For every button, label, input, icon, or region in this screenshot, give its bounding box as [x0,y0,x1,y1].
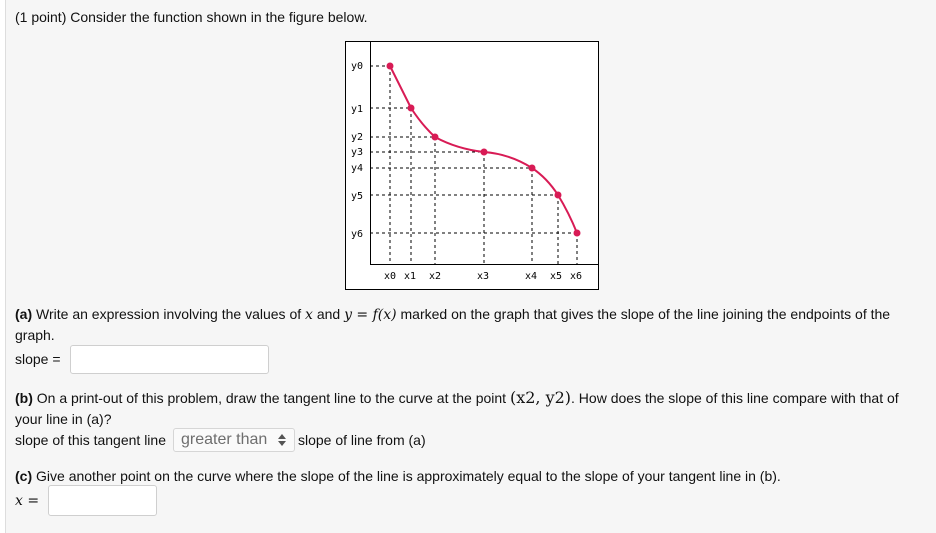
point-x2-y2: (x2, y2) [509,388,572,407]
curve-point [408,105,415,112]
tangent-prefix-label: slope of this tangent line [15,432,166,448]
part-a-text-2: marked on the graph that gives the slope of the line joining the endpoints of the [400,306,891,322]
curve-point [529,165,536,172]
y-tick-label: y4 [351,163,364,174]
part-b-text-2: . How does the slope of this line compare with that of [571,390,899,406]
y-tick-label: y1 [351,104,364,115]
y-tick-label: y3 [351,147,364,158]
x-answer-label: x = [15,493,40,509]
part-a-text: Write an expression involving the values of [36,306,302,322]
part-a-label: (a) [15,306,33,322]
part-c-text: Give another point on the curve where the slope of the line is approximately equal to the slope of your tangent line in (b). [36,468,781,484]
comparison-select-value: greater than [181,431,268,448]
var-x: x [305,307,313,323]
x-tick-label: x3 [477,271,490,282]
curve-point [481,149,488,156]
part-a-question-cont: graph. [15,327,55,343]
comparison-select[interactable] [173,428,295,452]
part-c-label: (c) [15,468,33,484]
tangent-suffix-label: slope of line from (a) [298,432,426,448]
x-tick-label: x4 [525,271,538,282]
part-b-question [15,388,899,408]
slope-answer-label: slope = [15,351,61,367]
problem-intro: (1 point) Consider the function shown in the figure below. [15,9,368,25]
curve-point [432,134,439,141]
part-c-question [15,466,781,486]
x-answer-input[interactable] [48,485,157,516]
curve-point [387,63,394,70]
y-tick-label: y2 [351,132,364,143]
select-arrows-icon [277,433,287,447]
part-a-question [15,304,890,325]
part-b-text: On a print-out of this problem, draw the tangent line to the curve at the point [36,390,507,406]
function-graph [345,41,600,291]
slope-answer-input[interactable] [70,345,269,374]
y-tick-label: y6 [351,229,364,240]
x-tick-label: x1 [404,271,417,282]
x-tick-label: x5 [550,271,563,282]
y-tick-label: y0 [351,61,364,72]
y-tick-label: y5 [351,191,364,202]
part-b-label: (b) [15,390,33,406]
x-tick-label: x6 [570,271,583,282]
graph-frame [346,42,599,290]
part-b-question-cont: your line in (a)? [15,411,112,427]
x-tick-label: x0 [384,271,397,282]
part-a-and: and [316,306,341,322]
curve-point [555,192,562,199]
equation-y-fx: y = f(x) [344,307,397,323]
x-tick-label: x2 [429,271,442,282]
curve-point [574,230,581,237]
